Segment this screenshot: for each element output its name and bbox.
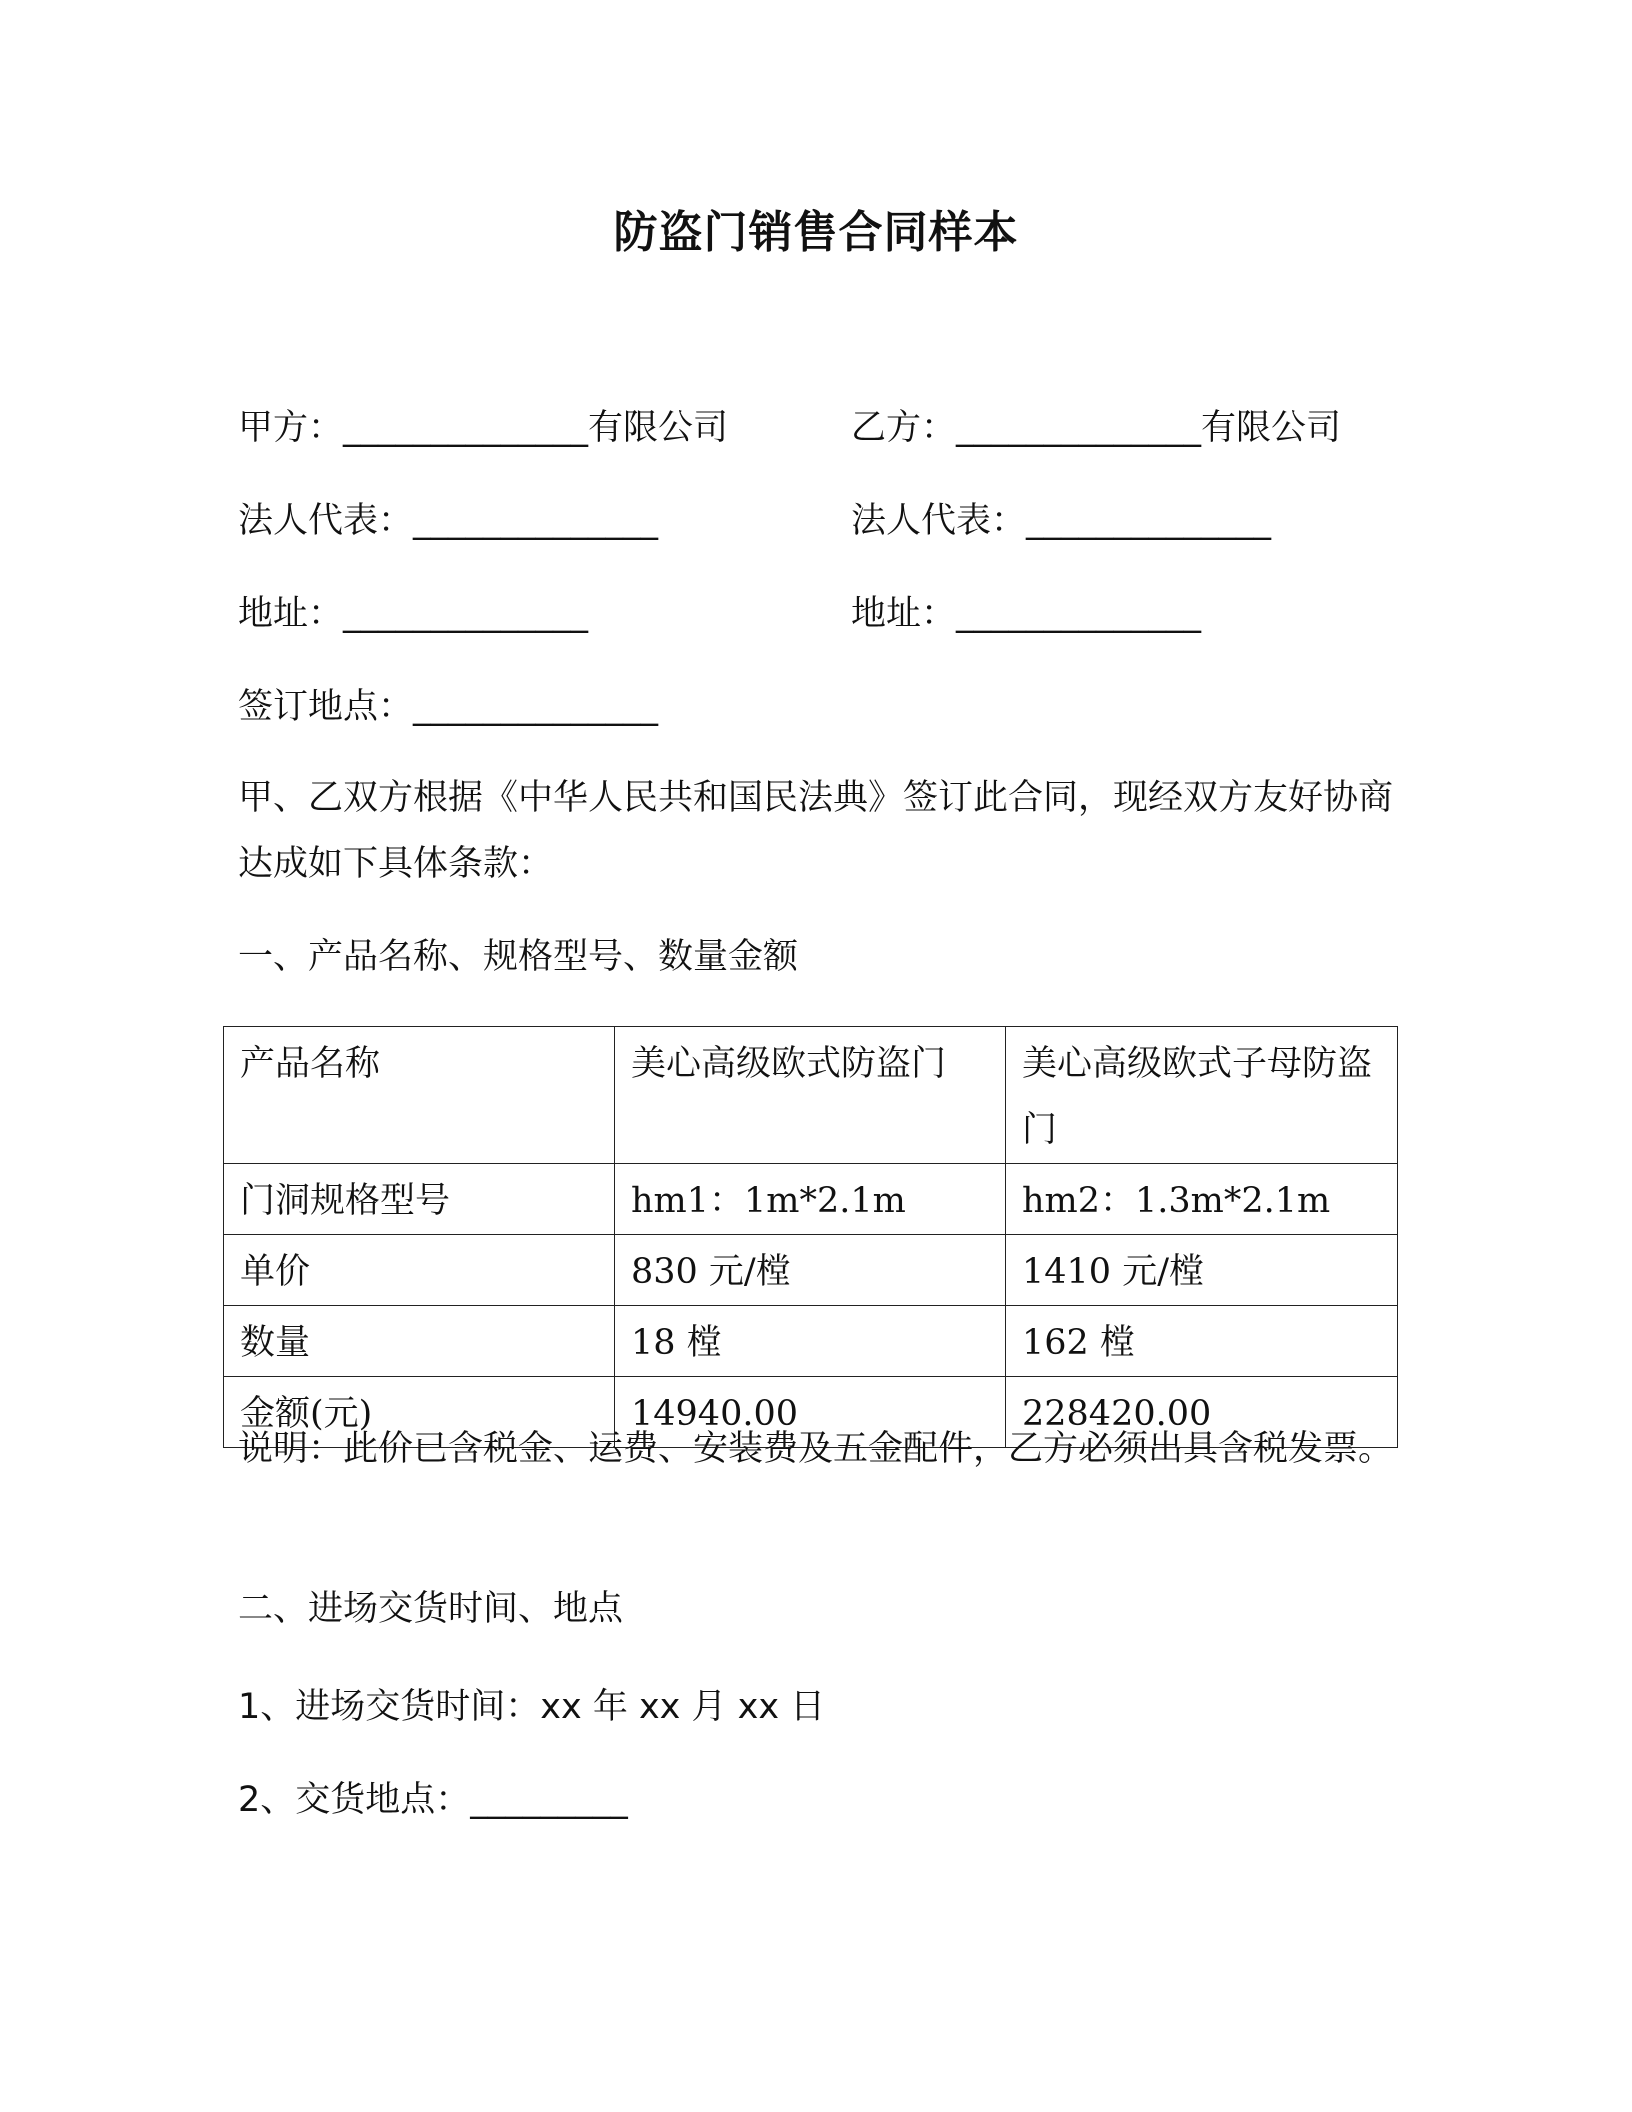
delivery-place-item: 2、交货地点：_________	[238, 1780, 628, 1820]
table-cell: 门洞规格型号	[224, 1164, 615, 1235]
table-row	[224, 1306, 1398, 1377]
price-note: 说明：此价已含税金、运费、安装费及五金配件，乙方必须出具含税发票。	[238, 1429, 1394, 1469]
party-b-name: 乙方：______________有限公司	[851, 408, 1342, 448]
party-a-address: 地址：______________	[238, 594, 589, 634]
section-2-heading: 二、进场交货时间、地点	[238, 1589, 624, 1629]
table-cell: 金额(元)	[224, 1377, 615, 1448]
product-table	[223, 1026, 1398, 1448]
table-cell: 228420.00	[1006, 1377, 1398, 1448]
table-cell: 单价	[224, 1235, 615, 1306]
table-row	[224, 1027, 1398, 1164]
table-cell: hm2：1.3m*2.1m	[1006, 1164, 1398, 1235]
party-b-representative: 法人代表：______________	[851, 501, 1272, 541]
table-cell: 产品名称	[224, 1027, 615, 1164]
table-cell: 美心高级欧式防盗门	[615, 1027, 1006, 1164]
table-cell: 162 樘	[1006, 1306, 1398, 1377]
table-cell: 830 元/樘	[615, 1235, 1006, 1306]
table-cell: 18 樘	[615, 1306, 1006, 1377]
signing-place: 签订地点：______________	[238, 687, 659, 727]
section-1-heading: 一、产品名称、规格型号、数量金额	[238, 937, 799, 977]
table-cell: hm1：1m*2.1m	[615, 1164, 1006, 1235]
table-cell: 1410 元/樘	[1006, 1235, 1398, 1306]
table-row	[224, 1164, 1398, 1235]
intro-paragraph: 甲、乙双方根据《中华人民共和国民法典》签订此合同，现经双方友好协商达成如下具体条款：	[238, 778, 1394, 884]
table-row	[224, 1235, 1398, 1306]
table-cell: 美心高级欧式子母防盗门	[1006, 1027, 1398, 1164]
document-title: 防盗门销售合同样本	[613, 207, 1019, 258]
table-cell: 14940.00	[615, 1377, 1006, 1448]
party-b-address: 地址：______________	[851, 594, 1202, 634]
table-cell: 数量	[224, 1306, 615, 1377]
delivery-time-item: 1、进场交货时间：xx 年 xx 月 xx 日	[238, 1687, 826, 1727]
party-a-representative: 法人代表：______________	[238, 501, 659, 541]
party-a-name: 甲方：______________有限公司	[238, 408, 729, 448]
